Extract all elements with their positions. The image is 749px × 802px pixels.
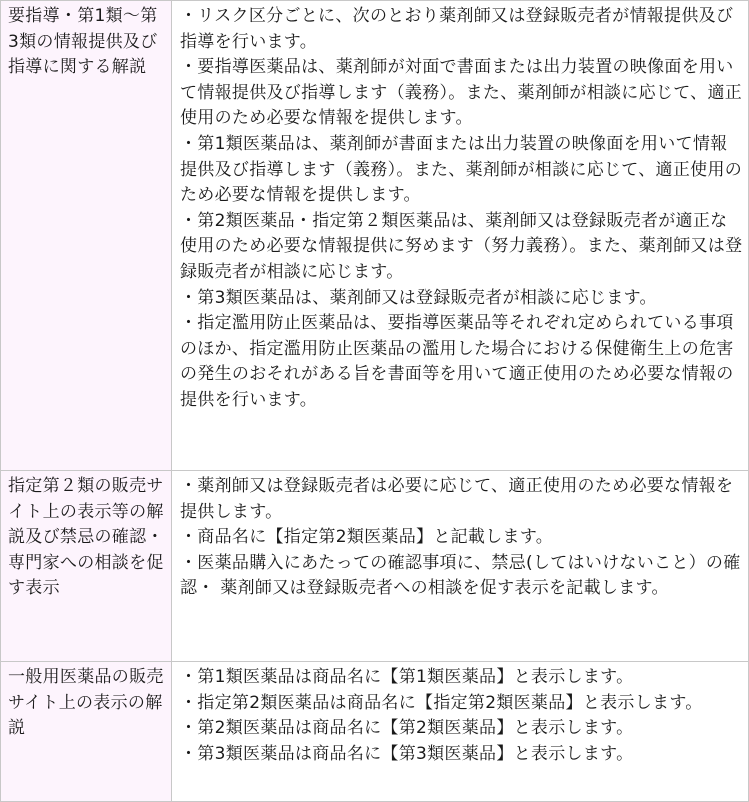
table-row-designated-class2 [1,471,749,662]
row-body [172,1,749,471]
row-heading: 指定第２類の販売サイト上の表示等の解説及び禁忌の確認・専門家への相談を促す表示 [1,471,172,662]
body-line: ・薬剤師又は登録販売者は必要に応じて、適正使用のため必要な情報を提供します。 [180,476,734,522]
body-line: ・第1類医薬品は、薬剤師が書面または出力装置の映像面を用いて情報提供及び指導します（義務）。また、薬剤師が相談に応じて、適正使用のため必要な情報を提供します。 [180,133,743,206]
body-line: ・第2類医薬品・指定第２類医薬品は、薬剤師又は登録販売者が適正な使用のため必要な情報提供に努めます（努力義務）。また、薬剤師又は登録販売者が相談に応じます。 [180,210,743,282]
body-line: ・要指導医薬品は、薬剤師が対面で書面または出力装置の映像面を用いて情報提供及び指導します（義務）。また、薬剤師が相談に応じて、適正使用のため必要な情報を提供します。 [180,57,743,129]
body-line: ・第1類医薬品は商品名に【第1類医薬品】と表示します。 [180,667,634,687]
row-heading: 一般用医薬品の販売サイト上の表示の解説 [1,662,172,802]
body-line: ・医薬品購入にあたっての確認事項に、禁忌(してはいけないこと）の確認・ 薬剤師又は登録販売者への相談を促す表示を記載します。 [180,552,741,599]
body-line: ・指定濫用防止医薬品は、要指導医薬品等それぞれ定められている事項のほか、指定濫用防止医薬品の濫用した場合における保健衛生上の危害の発生のおそれがある旨を書面等を用いて適正使用のため必要な情報の提供を行います。 [180,313,734,410]
body-line: ・第2類医薬品は商品名に【第2類医薬品】と表示します。 [180,718,634,739]
body-line: ・商品名に【指定第2類医薬品】と記載します。 [180,527,554,548]
row-body [172,662,749,802]
row-heading: 要指導・第1類〜第3類の情報提供及び指導に関する解説 [1,1,172,471]
body-line: ・第3類医薬品は、薬剤師又は登録販売者が相談に応じます。 [180,287,657,308]
body-line: ・指定第2類医薬品は商品名に【指定第2類医薬品】と表示します。 [180,692,703,713]
row-body [172,471,749,662]
body-line: ・リスク区分ごとに、次のとおり薬剤師又は登録販売者が情報提供及び指導を行います。 [180,6,734,52]
table-row-otc-display [1,662,749,802]
body-line: ・第3類医薬品は商品名に【第3類医薬品】と表示します。 [180,743,634,764]
table-row-guidance [1,1,749,471]
